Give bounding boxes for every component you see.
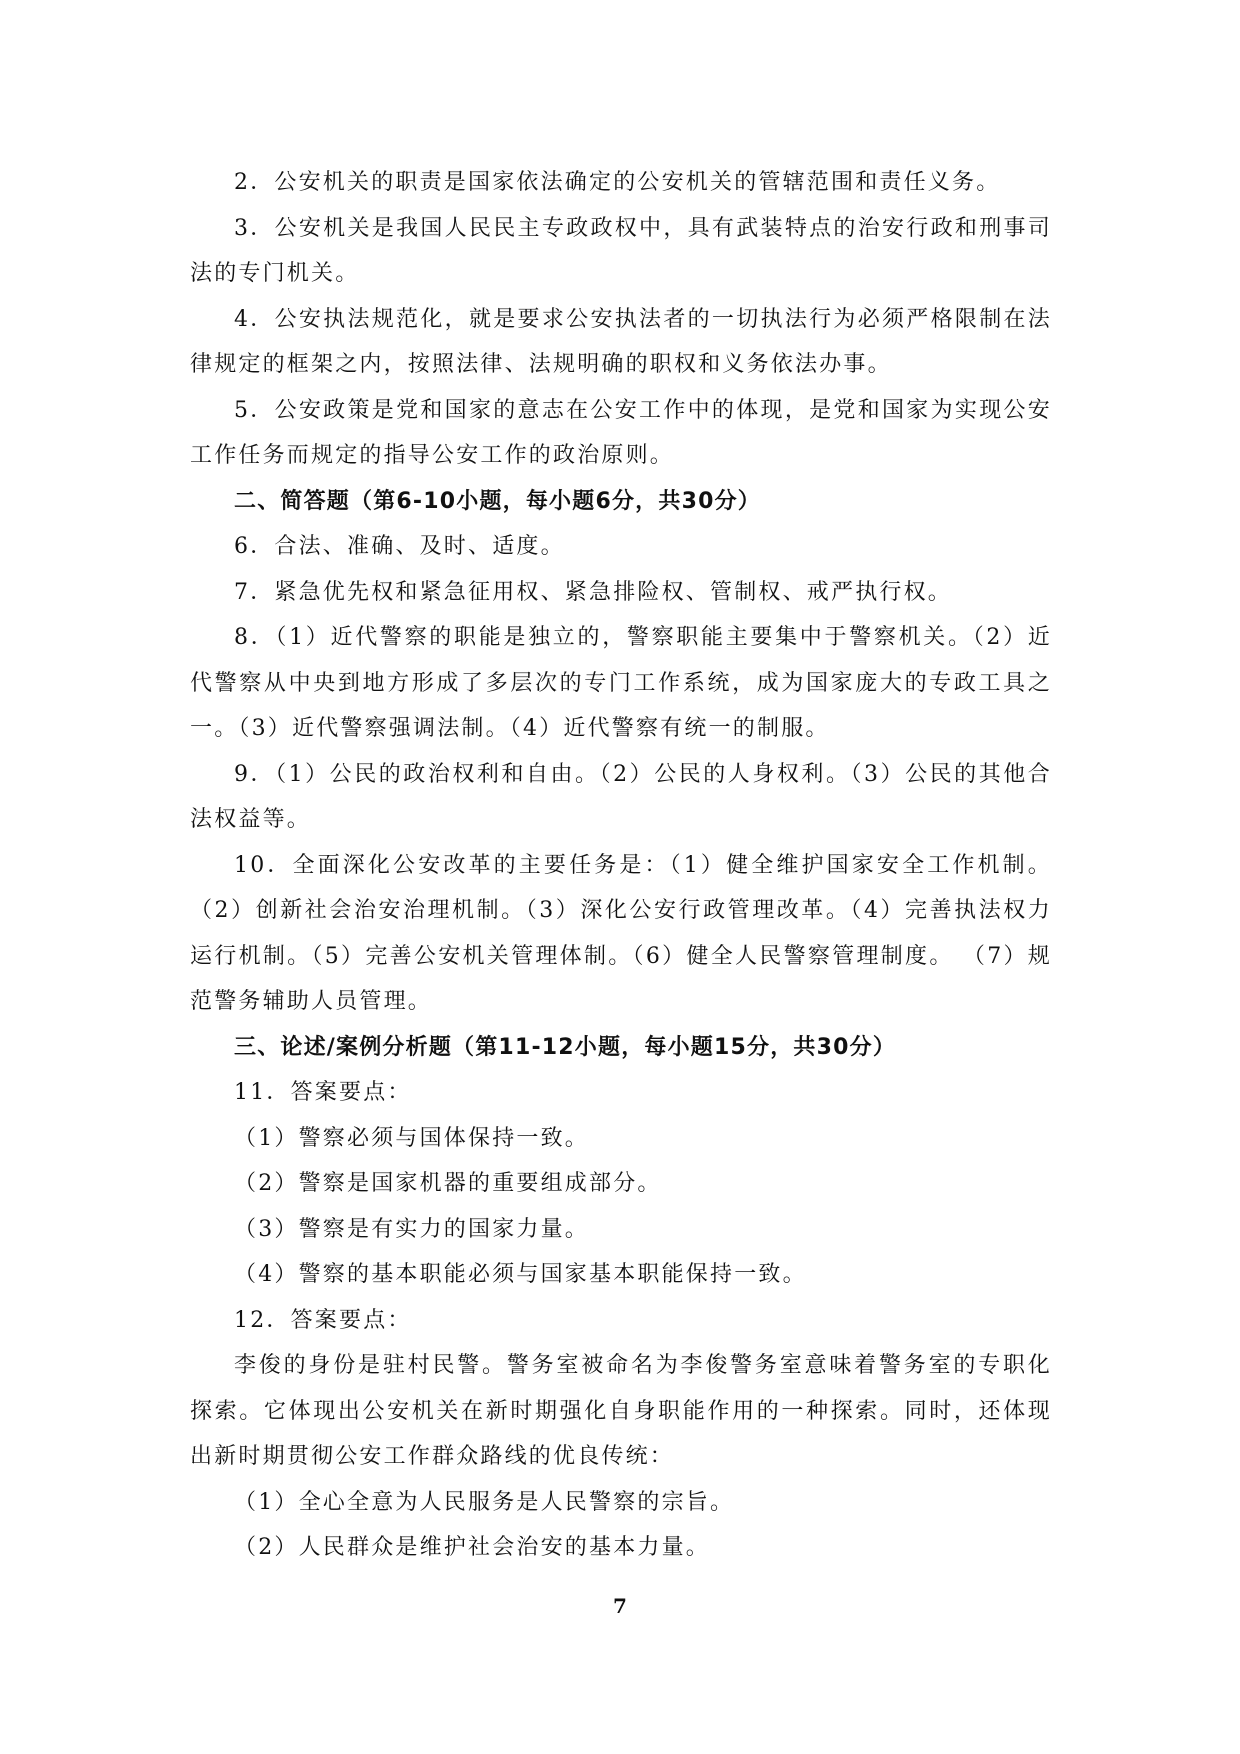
section-heading-essay-case: 三、论述/案例分析题（第11-12小题，每小题15分，共30分） <box>234 1034 897 1060</box>
answer-item-7: 7．紧急优先权和紧急征用权、紧急排险权、管制权、戒严执行权。 <box>234 579 952 605</box>
answer-item-4: 4．公安执法规范化，就是要求公安执法者的一切执法行为必须严格限制在法律规定的框架之内，按照法律、法规明确的职权和义务依法办事。 <box>190 306 1052 377</box>
answer-item-12-analysis: 李俊的身份是驻村民警。警务室被命名为李俊警务室意味着警务室的专职化探索。它体现出公安机关在新时期强化自身职能作用的一种探索。同时，还体现出新时期贯彻公安工作群众路线的优良传统： <box>190 1353 1052 1469</box>
answer-item-3: 3．公安机关是我国人民民主专政政权中，具有武装特点的治安行政和刑事司法的专门机关。 <box>190 215 1052 286</box>
answer-item-2: 2．公安机关的职责是国家依法确定的公安机关的管辖范围和责任义务。 <box>234 170 1001 195</box>
answer-item-12-title: 12．答案要点： <box>234 1307 412 1333</box>
page-number: 7 <box>613 1594 627 1618</box>
answer-item-6: 6．合法、准确、及时、适度。 <box>234 534 565 559</box>
answer-item-12-point-1: （1）全心全意为人民服务是人民警察的宗旨。 <box>234 1489 735 1515</box>
answer-item-11-title: 11．答案要点： <box>234 1080 412 1105</box>
answer-item-9: 9．（1）公民的政治权利和自由。（2）公民的人身权利。（3）公民的其他合法权益等。 <box>190 761 1052 832</box>
answer-item-11-point-1: （1）警察必须与国体保持一致。 <box>234 1125 589 1151</box>
answer-item-12-point-2: （2）人民群众是维护社会治安的基本力量。 <box>234 1535 710 1560</box>
answer-item-11-point-3: （3）警察是有实力的国家力量。 <box>234 1216 589 1242</box>
answer-content <box>190 160 1052 1571</box>
answer-item-10: 10．全面深化公安改革的主要任务是：（1）健全维护国家安全工作机制。（2）创新社会治安治理机制。（3）深化公安行政管理改革。（4）完善执法权力运行机制。（5）完善公安机关管理体制。（6）健全人民警察管理制度。 （7）规范警务辅助人员管理。 <box>190 852 1052 1014</box>
section-heading-short-answer: 二、简答题（第6-10小题，每小题6分，共30分） <box>234 488 761 514</box>
answer-item-11-point-4: （4）警察的基本职能必须与国家基本职能保持一致。 <box>234 1262 807 1287</box>
answer-item-11-point-2: （2）警察是国家机器的重要组成部分。 <box>234 1171 662 1196</box>
answer-item-5: 5．公安政策是党和国家的意志在公安工作中的体现，是党和国家为实现公安工作任务而规定的指导公安工作的政治原则。 <box>190 397 1052 468</box>
answer-item-8: 8．（1）近代警察的职能是独立的，警察职能主要集中于警察机关。（2）近代警察从中央到地方形成了多层次的专门工作系统，成为国家庞大的专政工具之一。（3）近代警察强调法制。（4）近代警察有统一的制服。 <box>190 625 1052 741</box>
